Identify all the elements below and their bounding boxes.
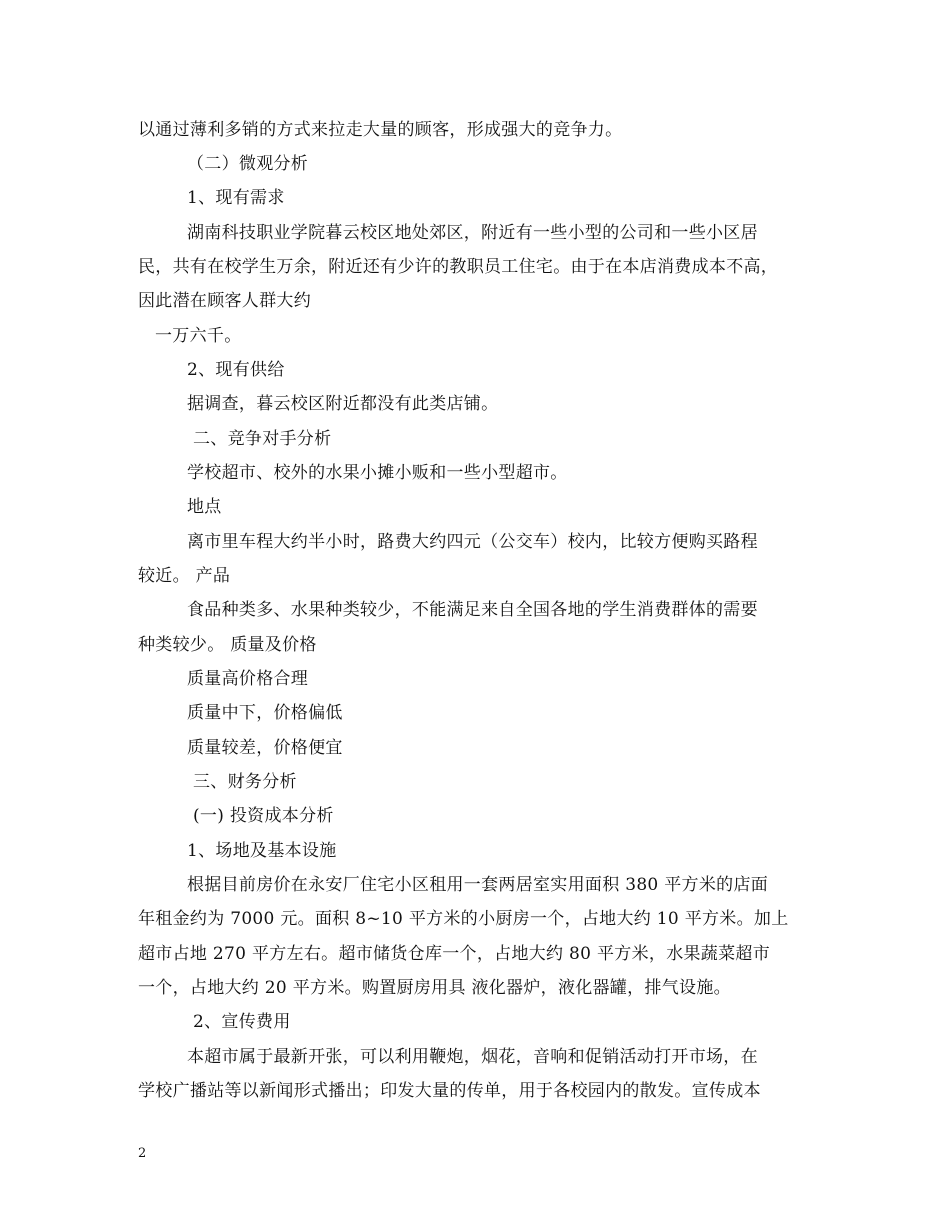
section-heading: (一) 投资成本分析 — [193, 806, 334, 826]
text-line: 年租金约为 7000 元。面积 8~10 平方米的小厨房一个，占地大约 10 平方米。加上 — [138, 909, 789, 929]
text-line: 较近。 产品 — [138, 566, 231, 586]
section-heading: （二）微观分析 — [187, 154, 309, 174]
subsection-heading: 2、宣传费用 — [193, 1012, 291, 1032]
subsection-heading: 1、现有需求 — [187, 188, 285, 208]
subsection-heading: 2、现有供给 — [187, 360, 285, 380]
text-line: 地点 — [187, 497, 222, 517]
text-line: 根据目前房价在永安厂住宅小区租用一套两居室实用面积 380 平方米的店面 — [187, 875, 769, 895]
section-heading: 二、竞争对手分析 — [193, 429, 332, 449]
text-line: 学校超市、校外的水果小摊小贩和一些小型超市。 — [187, 463, 568, 483]
text-line: 质量中下，价格偏低 — [187, 703, 343, 723]
page-number: 2 — [138, 1146, 147, 1161]
text-line: 质量高价格合理 — [187, 669, 309, 689]
text-line: 据调查，暮云校区附近都没有此类店铺。 — [187, 394, 499, 414]
text-line: 学校广播站等以新闻形式播出；印发大量的传单，用于各校园内的散发。宣传成本 — [138, 1081, 761, 1101]
text-line: 离市里车程大约半小时，路费大约四元（公交车）校内，比较方便购买路程 — [187, 532, 758, 552]
text-line: 一个，占地大约 20 平方米。购置厨房用具 液化器炉，液化器罐，排气设施。 — [138, 978, 731, 998]
text-line: 因此潜在顾客人群大约 — [138, 291, 311, 311]
text-line: 超市占地 270 平方左右。超市储货仓库一个，占地大约 80 平方米，水果蔬菜超市 — [138, 944, 770, 964]
text-line: 湖南科技职业学院暮云校区地处郊区，附近有一些小型的公司和一些小区居 — [187, 223, 758, 243]
text-line: 以通过薄利多销的方式来拉走大量的顾客，形成强大的竞争力。 — [138, 120, 623, 140]
text-line: 种类较少。 质量及价格 — [138, 635, 317, 655]
text-line: 质量较差，价格便宜 — [187, 738, 343, 758]
text-line: 一万六千。 — [155, 326, 242, 346]
section-heading: 三、财务分析 — [193, 772, 297, 792]
subsection-heading: 1、场地及基本设施 — [187, 841, 337, 861]
text-line: 本超市属于最新开张，可以利用鞭炮，烟花，音响和促销活动打开市场，在 — [187, 1047, 758, 1067]
text-line: 民，共有在校学生万余，附近还有少许的教职员工住宅。由于在本店消费成本不高， — [138, 257, 779, 277]
text-line: 食品种类多、水果种类较少，不能满足来自全国各地的学生消费群体的需要 — [187, 600, 758, 620]
